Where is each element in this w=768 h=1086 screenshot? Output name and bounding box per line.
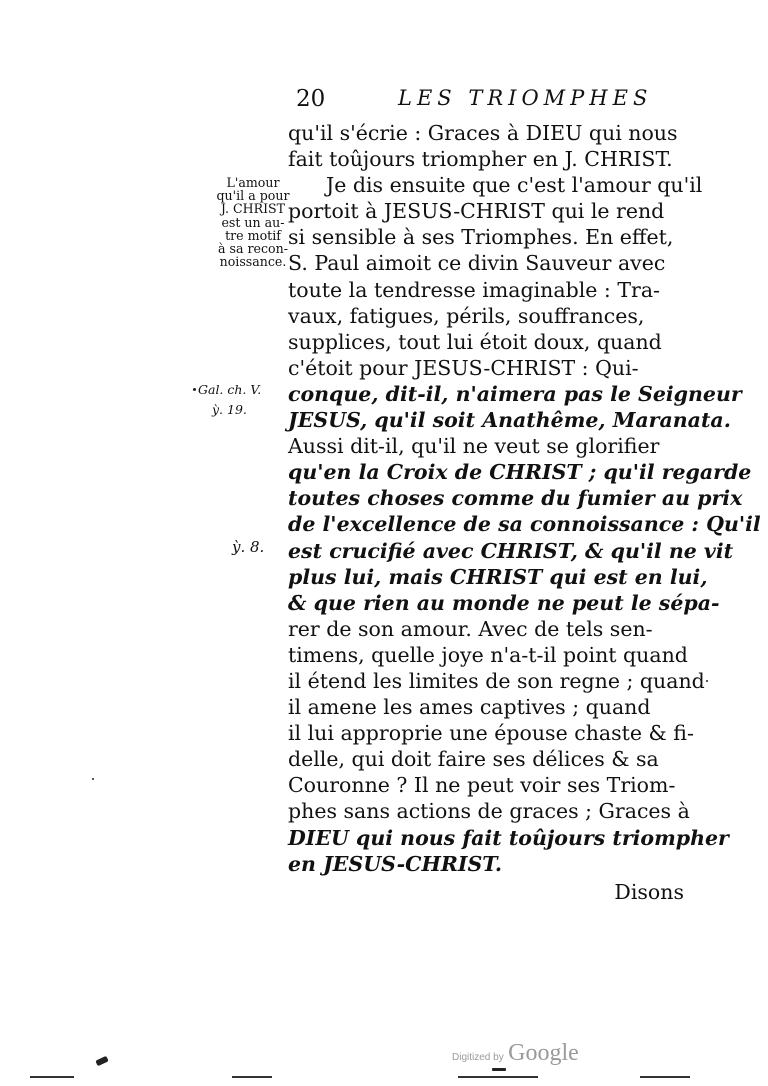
text-line: toutes choses comme du fumier au prix [288, 486, 743, 511]
margin-reference-galatians: Gal. ch. V. [198, 382, 262, 397]
running-title: LES TRIOMPHES [398, 86, 653, 110]
bottom-edge-mark [640, 1076, 690, 1078]
text-line: en JESUS-CHRIST. [288, 851, 503, 876]
bottom-edge-mark [232, 1076, 272, 1078]
ink-speck [92, 778, 94, 780]
text-line: il lui approprie une épouse chaste & fi- [288, 721, 694, 746]
text-line: Je dis ensuite que c'est l'amour qu'il [326, 173, 703, 198]
text-line: & que rien au monde ne peut le sépa- [288, 590, 720, 615]
text-line: est crucifié avec CHRIST, & qu'il ne vit [288, 538, 734, 563]
text-line: toute la tendresse imaginable : Tra- [288, 277, 660, 302]
text-line: portoit à JESUS-CHRIST qui le rend [288, 199, 665, 224]
text-line: de l'excellence de sa connoissance : Qu'il [288, 512, 761, 537]
text-line: S. Paul aimoit ce divin Sauveur avec [288, 251, 666, 276]
margin-reference-verse-8: ỳ. 8. [232, 538, 265, 556]
margin-note [212, 176, 294, 268]
bottom-edge-mark [458, 1076, 538, 1078]
text-line: DIEU qui nous fait toûjours triompher [288, 825, 729, 850]
margin-note-line: qu'il a pour [216, 188, 290, 204]
text-line: phes sans actions de graces ; Graces à [288, 799, 690, 824]
text-line: vaux, fatigues, périls, souffrances, [288, 303, 645, 328]
text-line: delle, qui doit faire ses délices & sa [288, 747, 659, 772]
catchword: Disons [614, 879, 684, 904]
ink-speck [193, 388, 196, 391]
text-line: il étend les limites de son regne ; quand [288, 668, 705, 693]
margin-note-line: tre motif [225, 227, 281, 243]
text-line: qu'il s'écrie : Graces à DIEU qui nous [288, 121, 678, 145]
text-line: c'étoit pour JESUS-CHRIST : Qui- [288, 355, 639, 380]
text-line: conque, dit-il, n'aimera pas le Seigneur [288, 381, 742, 406]
text-line: JESUS, qu'il soit Anathême, Maranata. [288, 408, 731, 433]
text-line: il amene les ames captives ; quand [288, 695, 651, 720]
text-line: Aussi dit-il, qu'il ne veut se glorifier [288, 434, 660, 459]
ink-speck [706, 680, 708, 682]
margin-note-line: noissance. [219, 254, 287, 270]
text-line: rer de son amour. Avec de tels sen- [288, 616, 653, 641]
body-text [288, 120, 761, 905]
watermark-prefix: Digitized by [452, 1052, 504, 1063]
text-line: fait toûjours triompher en J. CHRIST. [288, 147, 673, 172]
bottom-edge-mark [30, 1076, 74, 1078]
margin-note-line: à sa recon- [218, 241, 288, 257]
page-number: 20 [296, 86, 326, 112]
text-line: supplices, tout lui étoit doux, quand [288, 329, 662, 354]
text-line: timens, quelle joye n'a-t-il point quand [288, 642, 688, 667]
margin-note-line: est un au- [221, 214, 285, 230]
margin-note-line: L'amour [226, 175, 280, 190]
digitized-by-google-watermark [452, 1040, 579, 1067]
running-head [296, 86, 676, 116]
ink-speck [95, 1056, 108, 1067]
margin-note-line: J. CHRIST [220, 201, 286, 217]
text-line: Couronne ? Il ne peut voir ses Triom- [288, 773, 676, 798]
google-logo: Google [508, 1040, 579, 1066]
margin-reference-verse-19: ỳ. 19. [212, 402, 247, 417]
text-line: plus lui, mais CHRIST qui est en lui, [288, 564, 708, 589]
ink-speck [492, 1068, 506, 1071]
text-line: si sensible à ses Triomphes. En effet, [288, 225, 674, 250]
text-line: qu'en la Croix de CHRIST ; qu'il regarde [288, 460, 752, 485]
